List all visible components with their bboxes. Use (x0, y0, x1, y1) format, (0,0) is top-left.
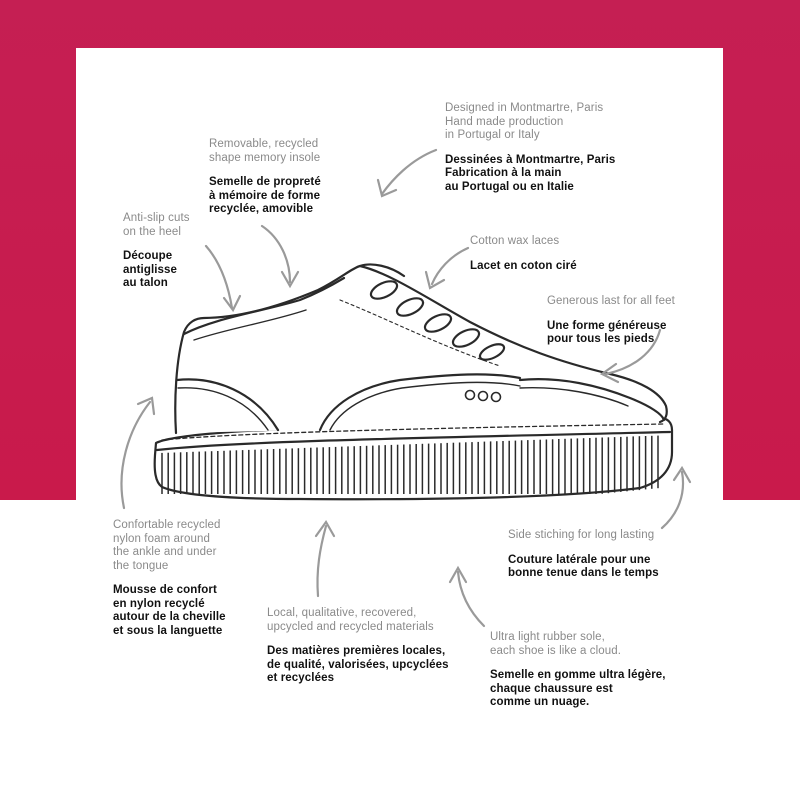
annotation-foam (113, 519, 226, 638)
annotation-laces (470, 235, 577, 273)
arrow-foam (122, 402, 150, 508)
arrow-antislip (206, 246, 232, 308)
annotation-sole-en: Ultra light rubber sole, each shoe is like a cloud. (490, 631, 622, 657)
shoe-upper (175, 266, 666, 433)
annotation-materials-en: Local, qualitative, recovered, upcycled and recycled materials (267, 607, 434, 633)
annotation-antislip-fr: Découpe antiglisse au talon (123, 250, 178, 289)
annotation-last (547, 295, 675, 347)
arrow-materials (317, 526, 326, 596)
annotation-designed-fr: Dessinées à Montmartre, Paris Fabrication à la main au Portugal ou en Italie (445, 153, 616, 193)
arrow-designed (382, 150, 436, 194)
annotation-sole-fr: Semelle en gomme ultra légère, chaque chaussure est comme un nuage. (490, 669, 666, 708)
arrow-stitching (662, 472, 683, 528)
arrow-laces (432, 248, 468, 284)
annotation-sole (490, 631, 666, 710)
arrow-insole (262, 226, 290, 282)
annotation-last-fr: Une forme généreuse pour tous les pieds (547, 319, 667, 345)
annotation-materials-fr: Des matières premières locales, de qualité, valorisées, upcyclées et recyclées (267, 645, 449, 684)
annotation-insole-fr: Semelle de propreté à mémoire de forme recyclée, amovible (209, 176, 321, 215)
annotation-insole (209, 138, 321, 217)
annotation-materials (267, 607, 449, 686)
annotation-foam-fr: Mousse de confort en nylon recyclé autour de la cheville et sous la languette (113, 584, 226, 637)
annotation-last-en: Generous last for all feet (547, 295, 675, 307)
arrow-sole (458, 572, 484, 626)
annotation-stitching (508, 529, 659, 581)
annotation-antislip-en: Anti-slip cuts on the heel (123, 212, 190, 238)
annotation-designed (445, 102, 615, 194)
annotation-foam-en: Confortable recycled nylon foam around the ankle and under the tongue (113, 519, 221, 572)
annotation-stitching-fr: Couture latérale pour une bonne tenue dans le temps (508, 553, 659, 579)
annotation-laces-fr: Lacet en coton ciré (470, 259, 577, 272)
annotation-antislip (123, 212, 190, 291)
annotation-insole-en: Removable, recycled shape memory insole (209, 138, 321, 164)
annotation-laces-en: Cotton wax laces (470, 235, 560, 247)
annotation-designed-en: Designed in Montmartre, Paris Hand made production in Portugal or Italy (445, 102, 604, 141)
annotation-stitching-en: Side stiching for long lasting (508, 529, 655, 541)
